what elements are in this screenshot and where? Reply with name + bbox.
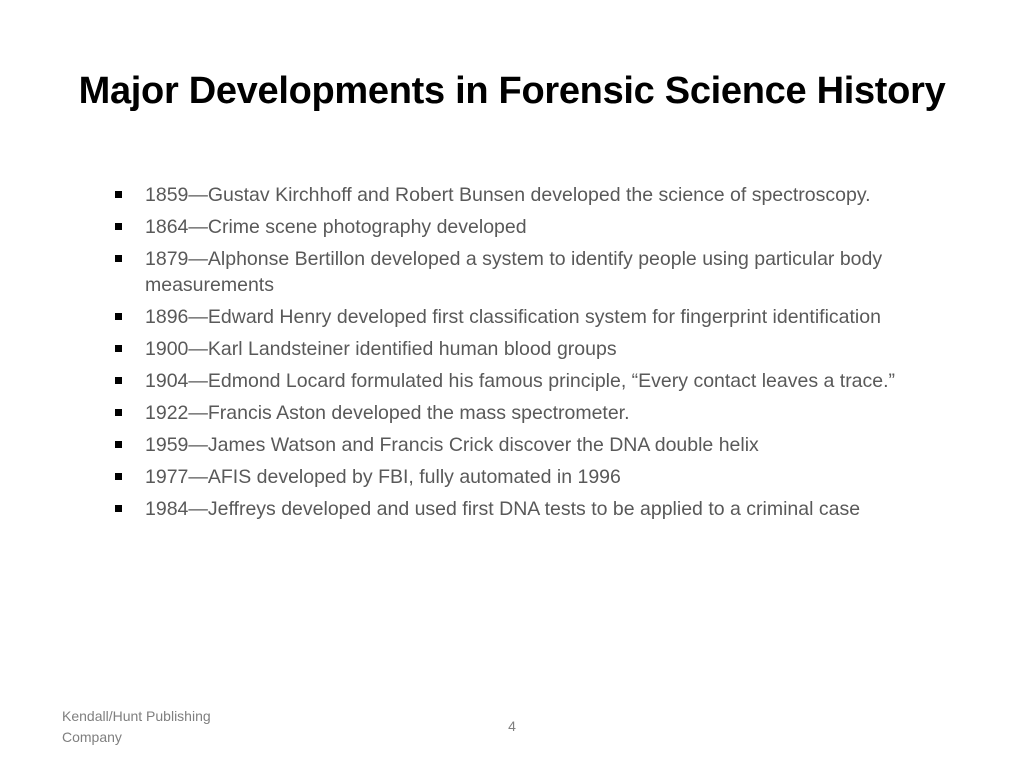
list-item-text: 1864—Crime scene photography developed bbox=[145, 216, 527, 238]
list-item-text: 1922—Francis Aston developed the mass spectrometer. bbox=[145, 402, 630, 424]
slide-title: Major Developments in Forensic Science History bbox=[78, 70, 946, 112]
bullet-list bbox=[113, 182, 963, 528]
page-number: 4 bbox=[508, 718, 516, 734]
square-bullet-icon bbox=[115, 255, 122, 262]
list-item-text: 1904—Edmond Locard formulated his famous principle, “Every contact leaves a trace.” bbox=[145, 370, 896, 392]
list-item bbox=[113, 246, 963, 298]
square-bullet-icon bbox=[115, 191, 122, 198]
square-bullet-icon bbox=[115, 377, 122, 384]
list-item-text: 1859—Gustav Kirchhoff and Robert Bunsen developed the science of spectroscopy. bbox=[145, 184, 871, 206]
list-item bbox=[113, 400, 963, 426]
square-bullet-icon bbox=[115, 505, 122, 512]
list-item bbox=[113, 182, 963, 208]
list-item bbox=[113, 336, 963, 362]
list-item-text: 1879—Alphonse Bertillon developed a system to identify people using particular body measurements bbox=[145, 248, 883, 296]
square-bullet-icon bbox=[115, 223, 122, 230]
list-item bbox=[113, 304, 963, 330]
square-bullet-icon bbox=[115, 409, 122, 416]
list-item bbox=[113, 464, 963, 490]
square-bullet-icon bbox=[115, 313, 122, 320]
list-item-text: 1896—Edward Henry developed first classification system for fingerprint identification bbox=[145, 306, 881, 328]
list-item bbox=[113, 368, 963, 394]
list-item bbox=[113, 496, 963, 522]
list-item-text: 1959—James Watson and Francis Crick discover the DNA double helix bbox=[145, 434, 759, 456]
list-item-text: 1900—Karl Landsteiner identified human blood groups bbox=[145, 338, 617, 360]
list-item bbox=[113, 214, 963, 240]
footer-publisher: Kendall/Hunt Publishing Company bbox=[62, 708, 211, 745]
square-bullet-icon bbox=[115, 441, 122, 448]
list-item bbox=[113, 432, 963, 458]
list-item-text: 1984—Jeffreys developed and used first DNA tests to be applied to a criminal case bbox=[145, 498, 861, 520]
square-bullet-icon bbox=[115, 473, 122, 480]
list-item-text: 1977—AFIS developed by FBI, fully automated in 1996 bbox=[145, 466, 621, 488]
square-bullet-icon bbox=[115, 345, 122, 352]
